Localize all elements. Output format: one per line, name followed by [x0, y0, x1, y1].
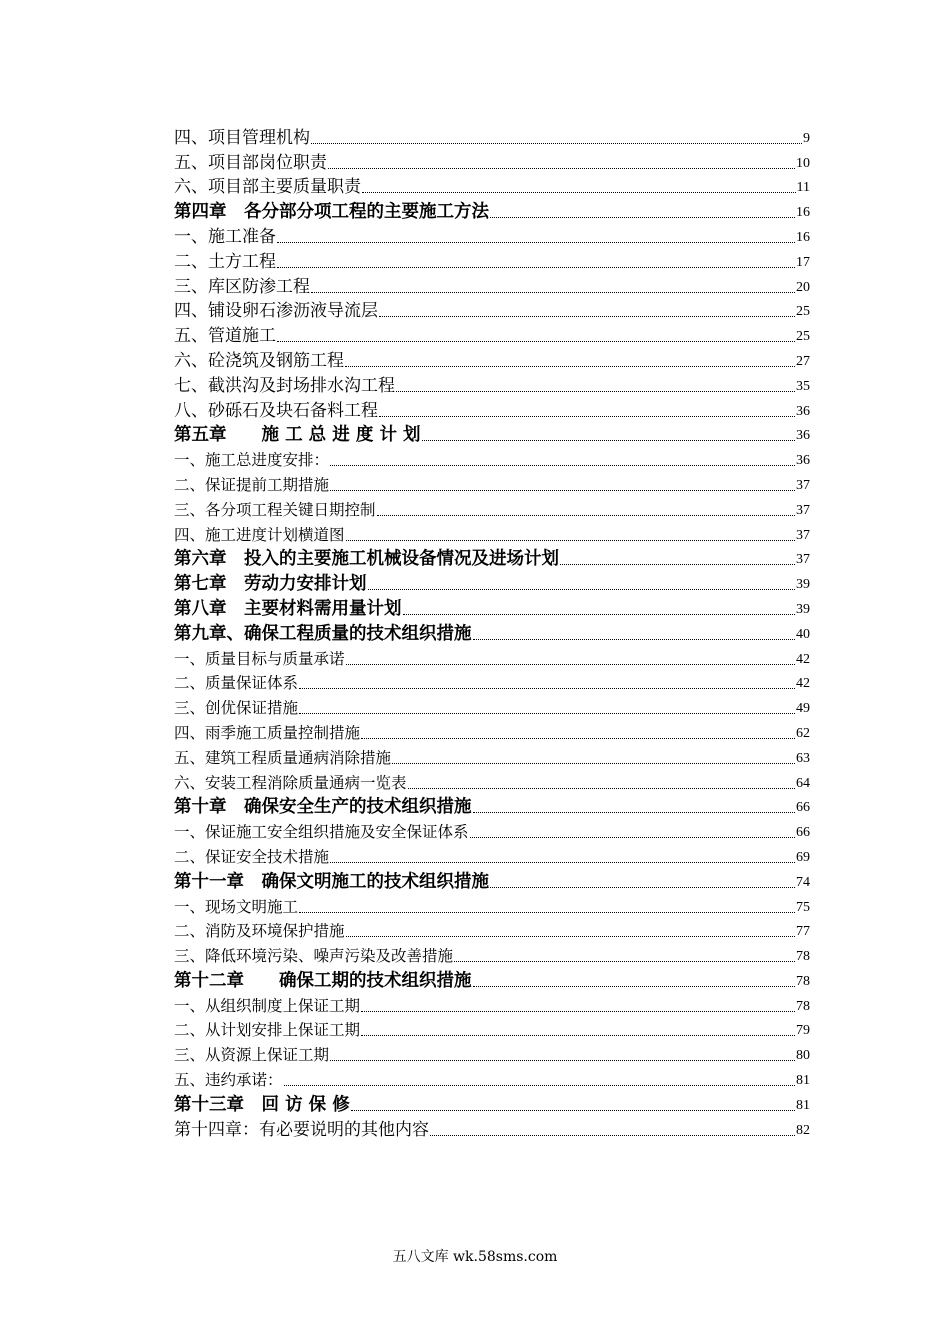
toc-section-entry[interactable] [174, 248, 810, 273]
toc-entry-page-number: 35 [796, 378, 810, 394]
toc-dot-leader [328, 167, 795, 169]
toc-dot-leader [490, 216, 795, 218]
toc-section-entry[interactable] [174, 1017, 810, 1042]
toc-entry-title: 第十章 确保安全生产的技术组织措施 [174, 797, 472, 818]
toc-section-entry[interactable] [174, 496, 810, 521]
toc-entry-page-number: 49 [796, 701, 810, 717]
toc-entry-title: 三、各分项工程关键日期控制 [174, 500, 376, 519]
toc-dot-leader [361, 737, 795, 739]
toc-entry-title: 二、质量保证体系 [174, 674, 299, 693]
toc-section-entry[interactable] [174, 1066, 810, 1091]
toc-dot-leader [345, 365, 795, 367]
toc-dot-leader [330, 464, 795, 466]
toc-section-entry[interactable] [174, 942, 810, 967]
toc-entry-page-number: 17 [796, 254, 810, 270]
toc-chapter-entry[interactable] [174, 1091, 810, 1116]
toc-entry-page-number: 69 [796, 849, 810, 865]
toc-entry-title: 一、施工准备 [174, 226, 276, 247]
toc-entry-title: 八、砂砾石及块石备料工程 [174, 400, 378, 421]
toc-entry-page-number: 74 [796, 874, 810, 890]
toc-section-entry[interactable] [174, 893, 810, 918]
toc-entry-title: 第十三章 回 访 保 修 [174, 1094, 350, 1115]
toc-chapter-entry[interactable] [174, 570, 810, 595]
toc-entry-page-number: 36 [796, 453, 810, 469]
toc-entry-title: 第九章、确保工程质量的技术组织措施 [174, 623, 472, 644]
toc-dot-leader [346, 539, 795, 541]
toc-dot-leader [361, 1034, 795, 1036]
toc-dot-leader [361, 1010, 795, 1012]
toc-entry-title: 三、降低环境污染、噪声污染及改善措施 [174, 947, 454, 966]
toc-section-entry[interactable] [174, 818, 810, 843]
toc-entry-title: 第八章 主要材料需用量计划 [174, 598, 402, 619]
toc-dot-leader [422, 439, 795, 441]
toc-dot-leader [392, 762, 795, 764]
toc-dot-leader [379, 415, 795, 417]
toc-section-entry[interactable] [174, 521, 810, 546]
toc-entry-page-number: 27 [796, 353, 810, 369]
toc-entry-page-number: 78 [796, 973, 810, 989]
toc-entry-title: 一、保证施工安全组织措施及安全保证体系 [174, 823, 469, 842]
toc-section-entry[interactable] [174, 174, 810, 199]
toc-dot-leader [454, 960, 795, 962]
toc-entry-page-number: 37 [796, 552, 810, 568]
toc-dot-leader [277, 340, 795, 342]
toc-chapter-entry[interactable] [174, 595, 810, 620]
toc-dot-leader [284, 1084, 795, 1086]
toc-dot-leader [490, 886, 795, 888]
toc-entry-title: 三、库区防渗工程 [174, 276, 310, 297]
toc-entry-title: 第六章 投入的主要施工机械设备情况及进场计划 [174, 549, 559, 570]
toc-entry-title: 二、保证提前工期措施 [174, 475, 330, 494]
toc-entry-page-number: 36 [796, 403, 810, 419]
toc-entry-title: 三、从资源上保证工期 [174, 1046, 330, 1065]
toc-section-entry[interactable] [174, 149, 810, 174]
toc-chapter-entry[interactable] [174, 546, 810, 571]
toc-section-entry[interactable] [174, 397, 810, 422]
toc-dot-leader [299, 911, 795, 913]
toc-entry-title: 五、项目部岗位职责 [174, 152, 327, 173]
toc-entry-title: 第四章 各分部分项工程的主要施工方法 [174, 202, 489, 223]
toc-entry-title: 第五章 施 工 总 进 度 计 划 [174, 425, 421, 446]
toc-entry-page-number: 64 [796, 775, 810, 791]
toc-entry-title: 一、现场文明施工 [174, 897, 299, 916]
toc-entry-title: 四、铺设卵石渗沥液导流层 [174, 301, 378, 322]
toc-entry-title: 三、创优保证措施 [174, 699, 299, 718]
toc-dot-leader [330, 489, 795, 491]
toc-section-entry[interactable] [174, 1116, 810, 1141]
toc-section-entry[interactable] [174, 744, 810, 769]
toc-section-entry[interactable] [174, 694, 810, 719]
toc-dot-leader [470, 836, 795, 838]
toc-entry-page-number: 36 [796, 428, 810, 444]
toc-entry-page-number: 37 [796, 477, 810, 493]
toc-section-entry[interactable] [174, 1041, 810, 1066]
toc-entry-page-number: 62 [796, 725, 810, 741]
table-of-contents [174, 124, 810, 1141]
toc-entry-page-number: 66 [796, 800, 810, 816]
toc-dot-leader [299, 687, 795, 689]
toc-entry-page-number: 39 [796, 577, 810, 593]
toc-entry-title: 二、消防及环境保护措施 [174, 922, 345, 941]
toc-entry-page-number: 79 [796, 1023, 810, 1039]
toc-entry-page-number: 80 [796, 1048, 810, 1064]
toc-entry-title: 二、保证安全技术措施 [174, 847, 330, 866]
toc-entry-title: 第十一章 确保文明施工的技术组织措施 [174, 871, 489, 892]
toc-entry-page-number: 78 [796, 949, 810, 965]
toc-dot-leader [379, 315, 795, 317]
toc-dot-leader [330, 861, 795, 863]
toc-entry-page-number: 20 [796, 279, 810, 295]
toc-dot-leader [330, 1059, 795, 1061]
toc-entry-title: 四、项目管理机构 [174, 127, 310, 148]
toc-entry-page-number: 42 [796, 651, 810, 667]
toc-entry-page-number: 40 [796, 626, 810, 642]
toc-dot-leader [408, 787, 795, 789]
toc-entry-page-number: 81 [796, 1073, 810, 1089]
toc-dot-leader [403, 613, 796, 615]
toc-dot-leader [473, 985, 796, 987]
toc-entry-page-number: 75 [796, 899, 810, 915]
toc-entry-page-number: 9 [803, 130, 810, 146]
toc-section-entry[interactable] [174, 347, 810, 372]
toc-chapter-entry[interactable] [174, 422, 810, 447]
toc-dot-leader [346, 935, 795, 937]
toc-entry-page-number: 11 [796, 180, 810, 196]
toc-section-entry[interactable] [174, 298, 810, 323]
toc-entry-title: 二、土方工程 [174, 251, 276, 272]
toc-entry-title: 第十四章：有必要说明的其他内容 [174, 1119, 429, 1140]
toc-dot-leader [368, 588, 796, 590]
toc-entry-page-number: 81 [796, 1097, 810, 1113]
toc-entry-page-number: 63 [796, 750, 810, 766]
toc-section-entry[interactable] [174, 992, 810, 1017]
toc-section-entry[interactable] [174, 446, 810, 471]
toc-entry-page-number: 39 [796, 601, 810, 617]
toc-entry-page-number: 16 [796, 205, 810, 221]
toc-entry-title: 第七章 劳动力安排计划 [174, 574, 367, 595]
page-footer: 五八文库 wk.58sms.com [392, 1249, 558, 1265]
toc-entry-title: 五、管道施工 [174, 326, 276, 347]
toc-chapter-entry[interactable] [174, 868, 810, 893]
toc-entry-title: 五、建筑工程质量通病消除措施 [174, 748, 392, 767]
toc-dot-leader [362, 191, 796, 193]
toc-section-entry[interactable] [174, 645, 810, 670]
toc-dot-leader [346, 663, 795, 665]
toc-dot-leader [396, 390, 795, 392]
toc-chapter-entry[interactable] [174, 794, 810, 819]
toc-dot-leader [299, 712, 795, 714]
toc-chapter-entry[interactable] [174, 198, 810, 223]
toc-dot-leader [311, 142, 802, 144]
toc-section-entry[interactable] [174, 769, 810, 794]
toc-section-entry[interactable] [174, 322, 810, 347]
toc-chapter-entry[interactable] [174, 620, 810, 645]
toc-dot-leader [473, 811, 796, 813]
toc-entry-page-number: 66 [796, 825, 810, 841]
toc-entry-title: 一、从组织制度上保证工期 [174, 996, 361, 1015]
toc-entry-title: 四、施工进度计划横道图 [174, 525, 345, 544]
toc-dot-leader [311, 291, 795, 293]
toc-entry-title: 四、雨季施工质量控制措施 [174, 723, 361, 742]
toc-section-entry[interactable] [174, 372, 810, 397]
toc-dot-leader [277, 241, 795, 243]
toc-entry-page-number: 25 [796, 329, 810, 345]
toc-section-entry[interactable] [174, 670, 810, 695]
toc-dot-leader [560, 563, 795, 565]
toc-dot-leader [430, 1134, 795, 1136]
toc-entry-title: 七、截洪沟及封场排水沟工程 [174, 375, 395, 396]
toc-entry-page-number: 78 [796, 998, 810, 1014]
toc-entry-page-number: 82 [796, 1122, 810, 1138]
toc-entry-title: 一、质量目标与质量承诺 [174, 649, 345, 668]
toc-dot-leader [377, 514, 795, 516]
toc-dot-leader [277, 266, 795, 268]
toc-entry-page-number: 25 [796, 304, 810, 320]
toc-section-entry[interactable] [174, 843, 810, 868]
toc-entry-page-number: 37 [796, 527, 810, 543]
toc-entry-title: 一、施工总进度安排： [174, 451, 330, 470]
toc-entry-title: 第十二章 确保工期的技术组织措施 [174, 970, 472, 991]
toc-entry-page-number: 42 [796, 676, 810, 692]
toc-entry-page-number: 37 [796, 502, 810, 518]
toc-entry-page-number: 16 [796, 229, 810, 245]
toc-section-entry[interactable] [174, 223, 810, 248]
toc-section-entry[interactable] [174, 273, 810, 298]
toc-entry-page-number: 77 [796, 924, 810, 940]
toc-dot-leader [473, 638, 796, 640]
toc-entry-title: 二、从计划安排上保证工期 [174, 1021, 361, 1040]
toc-section-entry[interactable] [174, 124, 810, 149]
toc-entry-title: 六、安装工程消除质量通病一览表 [174, 773, 407, 792]
toc-chapter-entry[interactable] [174, 967, 810, 992]
toc-entry-title: 六、项目部主要质量职责 [174, 177, 361, 198]
toc-section-entry[interactable] [174, 471, 810, 496]
toc-entry-title: 五、违约承诺： [174, 1071, 283, 1090]
toc-entry-page-number: 10 [796, 155, 810, 171]
toc-section-entry[interactable] [174, 719, 810, 744]
toc-entry-title: 六、砼浇筑及钢筋工程 [174, 350, 344, 371]
toc-section-entry[interactable] [174, 918, 810, 943]
toc-dot-leader [351, 1109, 795, 1111]
